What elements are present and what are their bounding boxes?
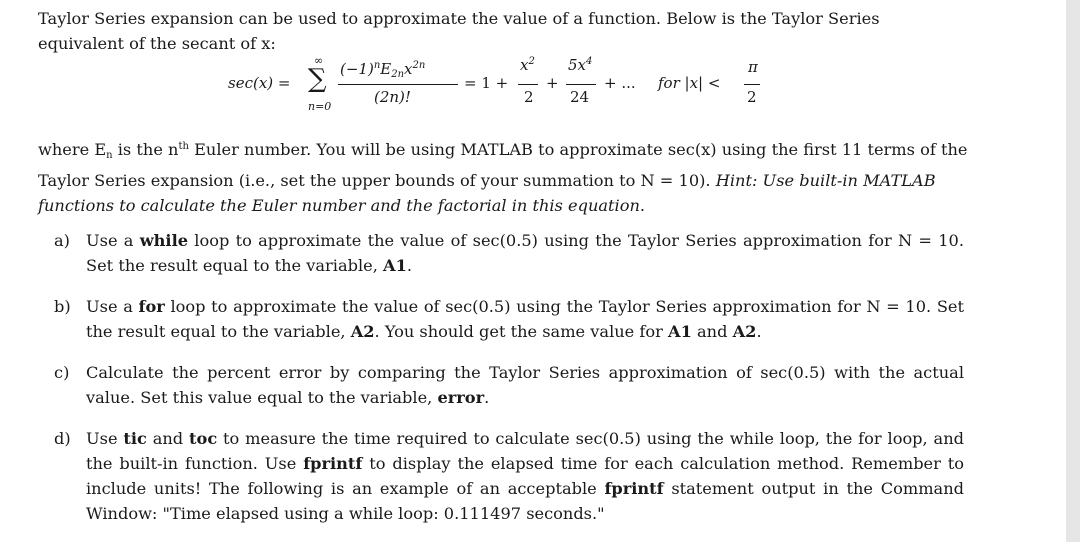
equals-one-plus: = 1 + bbox=[464, 74, 509, 92]
fraction3-denominator: 24 bbox=[570, 88, 590, 106]
item-text: Use a for loop to approximate the value of sec(0.5) using the Taylor Series approximation for N = 10. Set the result equal to the variable, A2. You should get the same value for A1 and A2. bbox=[86, 297, 964, 341]
convergence-condition: for |x| < bbox=[658, 74, 721, 92]
fraction1-numerator: $(-1)^nE_{2n}x^{2n}$ bbox=[340, 60, 426, 80]
taylor-series-formula bbox=[228, 54, 788, 126]
intro-paragraph bbox=[38, 6, 968, 56]
plus-sign: + bbox=[546, 74, 559, 92]
fraction1-denominator: (2n)! bbox=[374, 88, 411, 106]
hint-text: Hint: Use built-in MATLAB functions to calculate the Euler number and the factorial in this equation. bbox=[38, 171, 936, 215]
list-item-b bbox=[54, 294, 964, 344]
series-ellipsis: + ... bbox=[604, 74, 636, 92]
fraction2-denominator: 2 bbox=[524, 88, 534, 106]
fraction4-numerator: π bbox=[748, 58, 758, 76]
item-text: Use a while loop to approximate the value of sec(0.5) using the Taylor Series approximation for N = 10. Set the result equal to the variable, A1. bbox=[86, 231, 964, 275]
item-marker: d) bbox=[54, 429, 71, 448]
item-marker: a) bbox=[54, 231, 70, 250]
formula-lhs: sec(x) = bbox=[228, 74, 291, 92]
fraction3-numerator: $5x^4$ bbox=[568, 56, 593, 74]
intro-line-2: equivalent of the secant of x: bbox=[38, 34, 276, 53]
item-text: Use tic and toc to measure the time required to calculate sec(0.5) using the while loop, the for loop, and the built-in function. Use fprintf to display the elapsed time for each calculation method. Remember to include units! The following is an example of an acceptable fprintf statement output in the Command Window: "Time elapsed using a while loop: 0.111497 seconds." bbox=[86, 429, 965, 523]
sum-upper-limit: ∞ bbox=[314, 54, 324, 67]
euler-paragraph: where $E_n$ is the $n^{th}$ Euler number. You will be using MATLAB to approximate sec(x) using the first 11 terms of the Taylor Series expansion (i.e., set the upper bounds of your summation to N = 10). Hint: Use built-in MATLAB functions to calculate the Euler number and the factorial in this equation. bbox=[38, 140, 968, 215]
fraction4-denominator: 2 bbox=[747, 88, 757, 106]
intro-line-1: Taylor Series expansion can be used to approximate the value of a function. Below is the Taylor Series bbox=[38, 9, 880, 28]
item-marker: b) bbox=[54, 297, 71, 316]
fraction2-numerator: $x^2$ bbox=[520, 56, 535, 74]
item-marker: c) bbox=[54, 363, 70, 382]
sum-lower-limit: n=0 bbox=[308, 100, 332, 113]
fraction2-bar bbox=[518, 84, 538, 85]
sigma-symbol: ∑ bbox=[308, 64, 327, 94]
fraction4-bar bbox=[744, 84, 760, 85]
item-text: Calculate the percent error by comparing the Taylor Series approximation of sec(0.5) with the actual value. Set this value equal to the variable, error. bbox=[86, 363, 964, 407]
fraction1-bar bbox=[338, 84, 458, 85]
fraction3-bar bbox=[566, 84, 596, 85]
list-item-a bbox=[54, 228, 964, 278]
right-edge-strip bbox=[1066, 0, 1080, 542]
task-list bbox=[54, 228, 964, 542]
list-item-c bbox=[54, 360, 964, 410]
list-item-d bbox=[54, 426, 964, 526]
